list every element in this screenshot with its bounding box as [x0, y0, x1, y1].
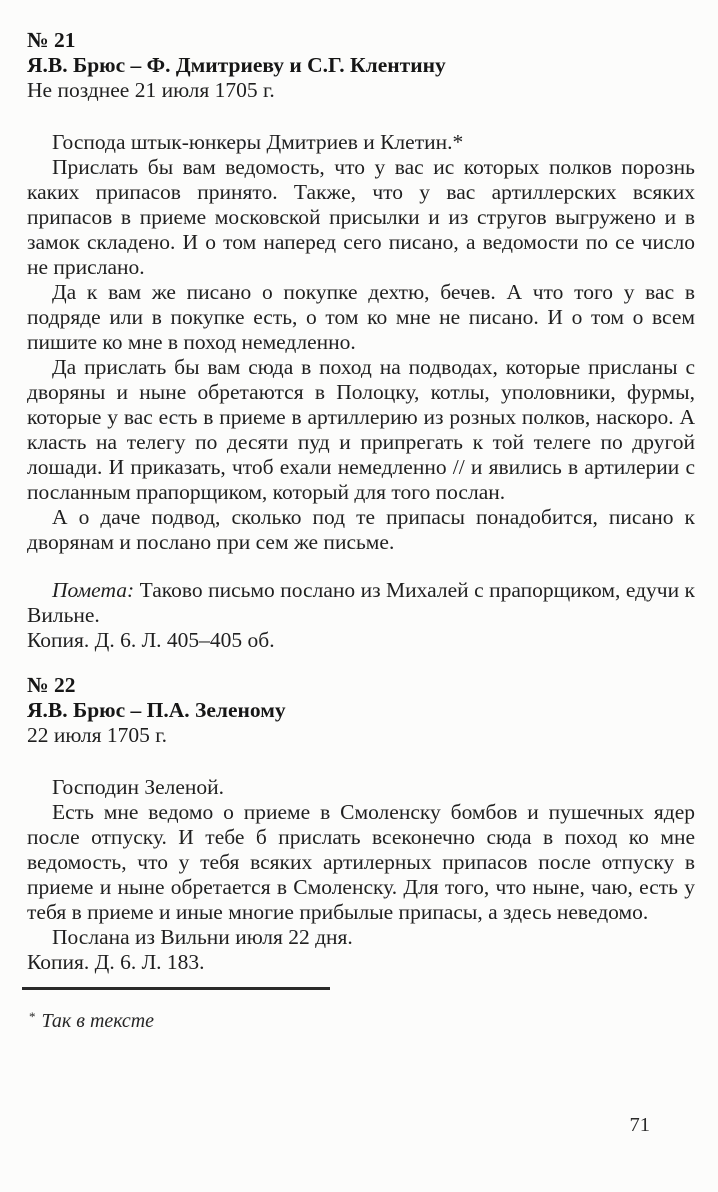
letter-date: 22 июля 1705 г. [27, 723, 168, 747]
letter-title: Я.В. Брюс – Ф. Дмитриеву и С.Г. Клентину [27, 53, 446, 77]
body-paragraph: Господа штык-юнкеры Дмитриев и Клетин.* [52, 130, 464, 154]
note-text: Таково письмо послано из Михалей с прапорщиком, едучи к Вильне. [27, 578, 696, 627]
body-paragraph: Прислать бы вам ведомость, что у вас ис которых полков порознь каких припасов принято. Также, что у вас артиллерских всяких припасов в приеме московской присылки и из стругов выгружено и в замок складено. И о том наперед сего писано, а ведомости по се число не прислано. [27, 155, 695, 279]
letter-21 [27, 28, 695, 653]
letter-title: Я.В. Брюс – П.А. Зеленому [27, 698, 286, 722]
body-paragraph: Послана из Вильни июля 22 дня. [52, 925, 353, 949]
footnote-text: Так в тексте [41, 1009, 155, 1032]
letter-number: № 22 [27, 673, 76, 697]
note-label: Помета: [52, 578, 135, 602]
body-paragraph: Да прислать бы вам сюда в поход на подводах, которые присланы с дворяны и ныне обретаются в Полоцку, котлы, уполовники, фурмы, которые у вас есть в приеме в артиллерию из розных полков, наскоро. А класть на телегу по десяти пуд и припрегать к той телеге по другой лошади. И приказать, чтоб ехали немедленно // и явились в артилерии с посланным прапорщиком, который для того послан. [27, 355, 695, 504]
page-number: 71 [629, 1114, 650, 1136]
letter-21-body [27, 130, 695, 653]
footnote-marker: * [29, 1008, 36, 1024]
footnote [29, 1004, 695, 1034]
body-paragraph: А о даче подвод, сколько под те припасы понадобится, писано к дворянам и послано при сем же письме. [27, 505, 695, 554]
letter-number: № 21 [27, 28, 76, 52]
letter-date: Не позднее 21 июля 1705 г. [27, 78, 275, 102]
letter-21-header [27, 28, 695, 103]
letter-22 [27, 673, 695, 975]
body-paragraph: Господин Зеленой. [52, 775, 225, 799]
letter-22-header [27, 673, 695, 748]
letter-22-body [27, 775, 695, 975]
footnote-divider [22, 987, 330, 990]
note-paragraph [27, 578, 695, 628]
archival-reference: Копия. Д. 6. Л. 405–405 об. [27, 628, 275, 652]
body-paragraph: Есть мне ведомо о приеме в Смоленску бомбов и пушечных ядер после отпуску. И тебе б прислать всеконечно сюда в поход ко мне ведомость, что у тебя всяких артилерных припасов после отпуску в приеме и ныне обретается в Смоленску. Для того, что ныне, чаю, есть у тебя в приеме и иные многие прибылые припасы, а здесь неведомо. [27, 800, 695, 924]
body-paragraph: Да к вам же писано о покупке дехтю, бечев. А что того у вас в подряде или в покупке есть, о том ко мне не писано. И о том о всем пишите ко мне в поход немедленно. [27, 280, 695, 354]
archival-reference: Копия. Д. 6. Л. 183. [27, 950, 205, 974]
